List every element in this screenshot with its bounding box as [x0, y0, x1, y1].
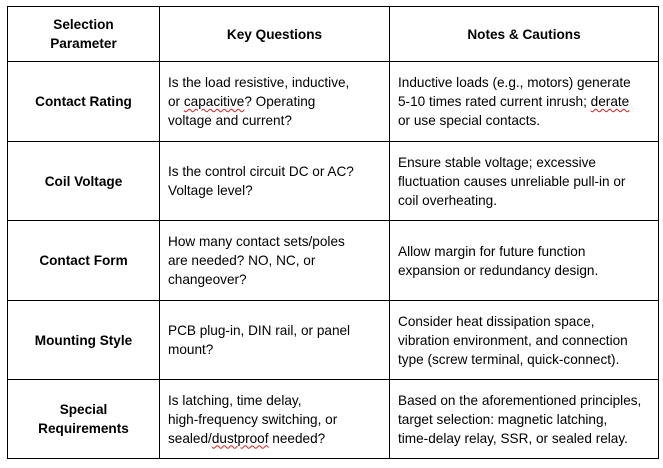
- parameter-cell: [8, 380, 160, 459]
- notes-cell: [390, 221, 659, 301]
- question-line: are needed? NO, NC, or: [168, 253, 316, 268]
- note-line: Based on the aforementioned principles,: [398, 392, 642, 408]
- table-row: [8, 221, 659, 301]
- note-line: Allow margin for future function: [398, 243, 586, 259]
- parameter-text: Coil Voltage: [44, 173, 123, 189]
- notes-cell: [390, 62, 659, 142]
- note-line: vibration environment, and connection: [398, 332, 628, 348]
- table-row: [8, 62, 659, 142]
- note-line: 5-10 times rated current inrush; derate: [398, 94, 630, 109]
- parameter-cell: [8, 301, 160, 380]
- question-line: How many contact sets/poles: [168, 234, 345, 249]
- table-header-row: [8, 7, 659, 62]
- parameter-cell: [8, 142, 160, 221]
- question-line: changeover?: [168, 272, 247, 287]
- table-row: [8, 301, 659, 380]
- question-line: Is the control circuit DC or AC?: [168, 164, 354, 179]
- spellcheck-underline: capacitive: [183, 94, 245, 109]
- parameter-text: Mounting Style: [34, 332, 133, 348]
- header-notes-cautions: Notes & Cautions: [390, 7, 659, 62]
- parameter-text: Contact Form: [39, 253, 128, 268]
- note-line: Inductive loads (e.g., motors) generate: [398, 75, 631, 90]
- question-line: voltage and current?: [168, 113, 292, 128]
- notes-cell: [390, 301, 659, 380]
- questions-cell: [160, 62, 390, 142]
- header-key-questions: Key Questions: [160, 7, 390, 62]
- note-line: fluctuation causes unreliable pull-in or: [398, 173, 626, 189]
- question-line: high-frequency switching, or: [168, 411, 338, 427]
- question-line: sealed/dustproof needed?: [168, 430, 326, 446]
- notes-cell: [390, 380, 659, 459]
- spellcheck-underline: derate: [590, 94, 630, 109]
- note-line: Ensure stable voltage; excessive: [398, 154, 596, 170]
- question-line: PCB plug-in, DIN rail, or panel: [168, 323, 351, 338]
- notes-cell: [390, 142, 659, 221]
- note-line: Consider heat dissipation space,: [398, 313, 595, 329]
- table-row: [8, 380, 659, 459]
- note-line: coil overheating.: [398, 192, 497, 208]
- parameter-text: Special: [59, 402, 108, 417]
- header-param-line-2: Parameter: [50, 36, 117, 51]
- spellcheck-underline: dustproof: [211, 430, 269, 446]
- question-line-spellcheck: [168, 92, 381, 111]
- note-line: target selection: magnetic latching,: [398, 411, 608, 427]
- parameter-cell: [8, 62, 160, 142]
- questions-cell: [160, 142, 390, 221]
- table-row: [8, 142, 659, 221]
- header-selection-parameter: [8, 7, 160, 62]
- parameter-text: Contact Rating: [35, 94, 132, 109]
- questions-cell: [160, 301, 390, 380]
- parameter-cell: [8, 221, 160, 301]
- note-line: or use special contacts.: [398, 113, 541, 128]
- question-line: Is latching, time delay,: [168, 392, 302, 408]
- note-line: time-delay relay, SSR, or sealed relay.: [398, 430, 628, 446]
- header-param-line-1: Selection: [53, 17, 114, 32]
- question-line: mount?: [168, 342, 214, 357]
- question-line: or capacitive? Operating: [168, 94, 316, 109]
- questions-cell: [160, 380, 390, 459]
- relay-selection-table: [7, 6, 659, 459]
- questions-cell: [160, 221, 390, 301]
- note-line: expansion or redundancy design.: [398, 262, 599, 278]
- question-line: Is the load resistive, inductive,: [168, 75, 350, 90]
- note-line: type (screw terminal, quick-connect).: [398, 351, 620, 367]
- parameter-text: Requirements: [38, 421, 129, 436]
- question-line: Voltage level?: [168, 183, 253, 198]
